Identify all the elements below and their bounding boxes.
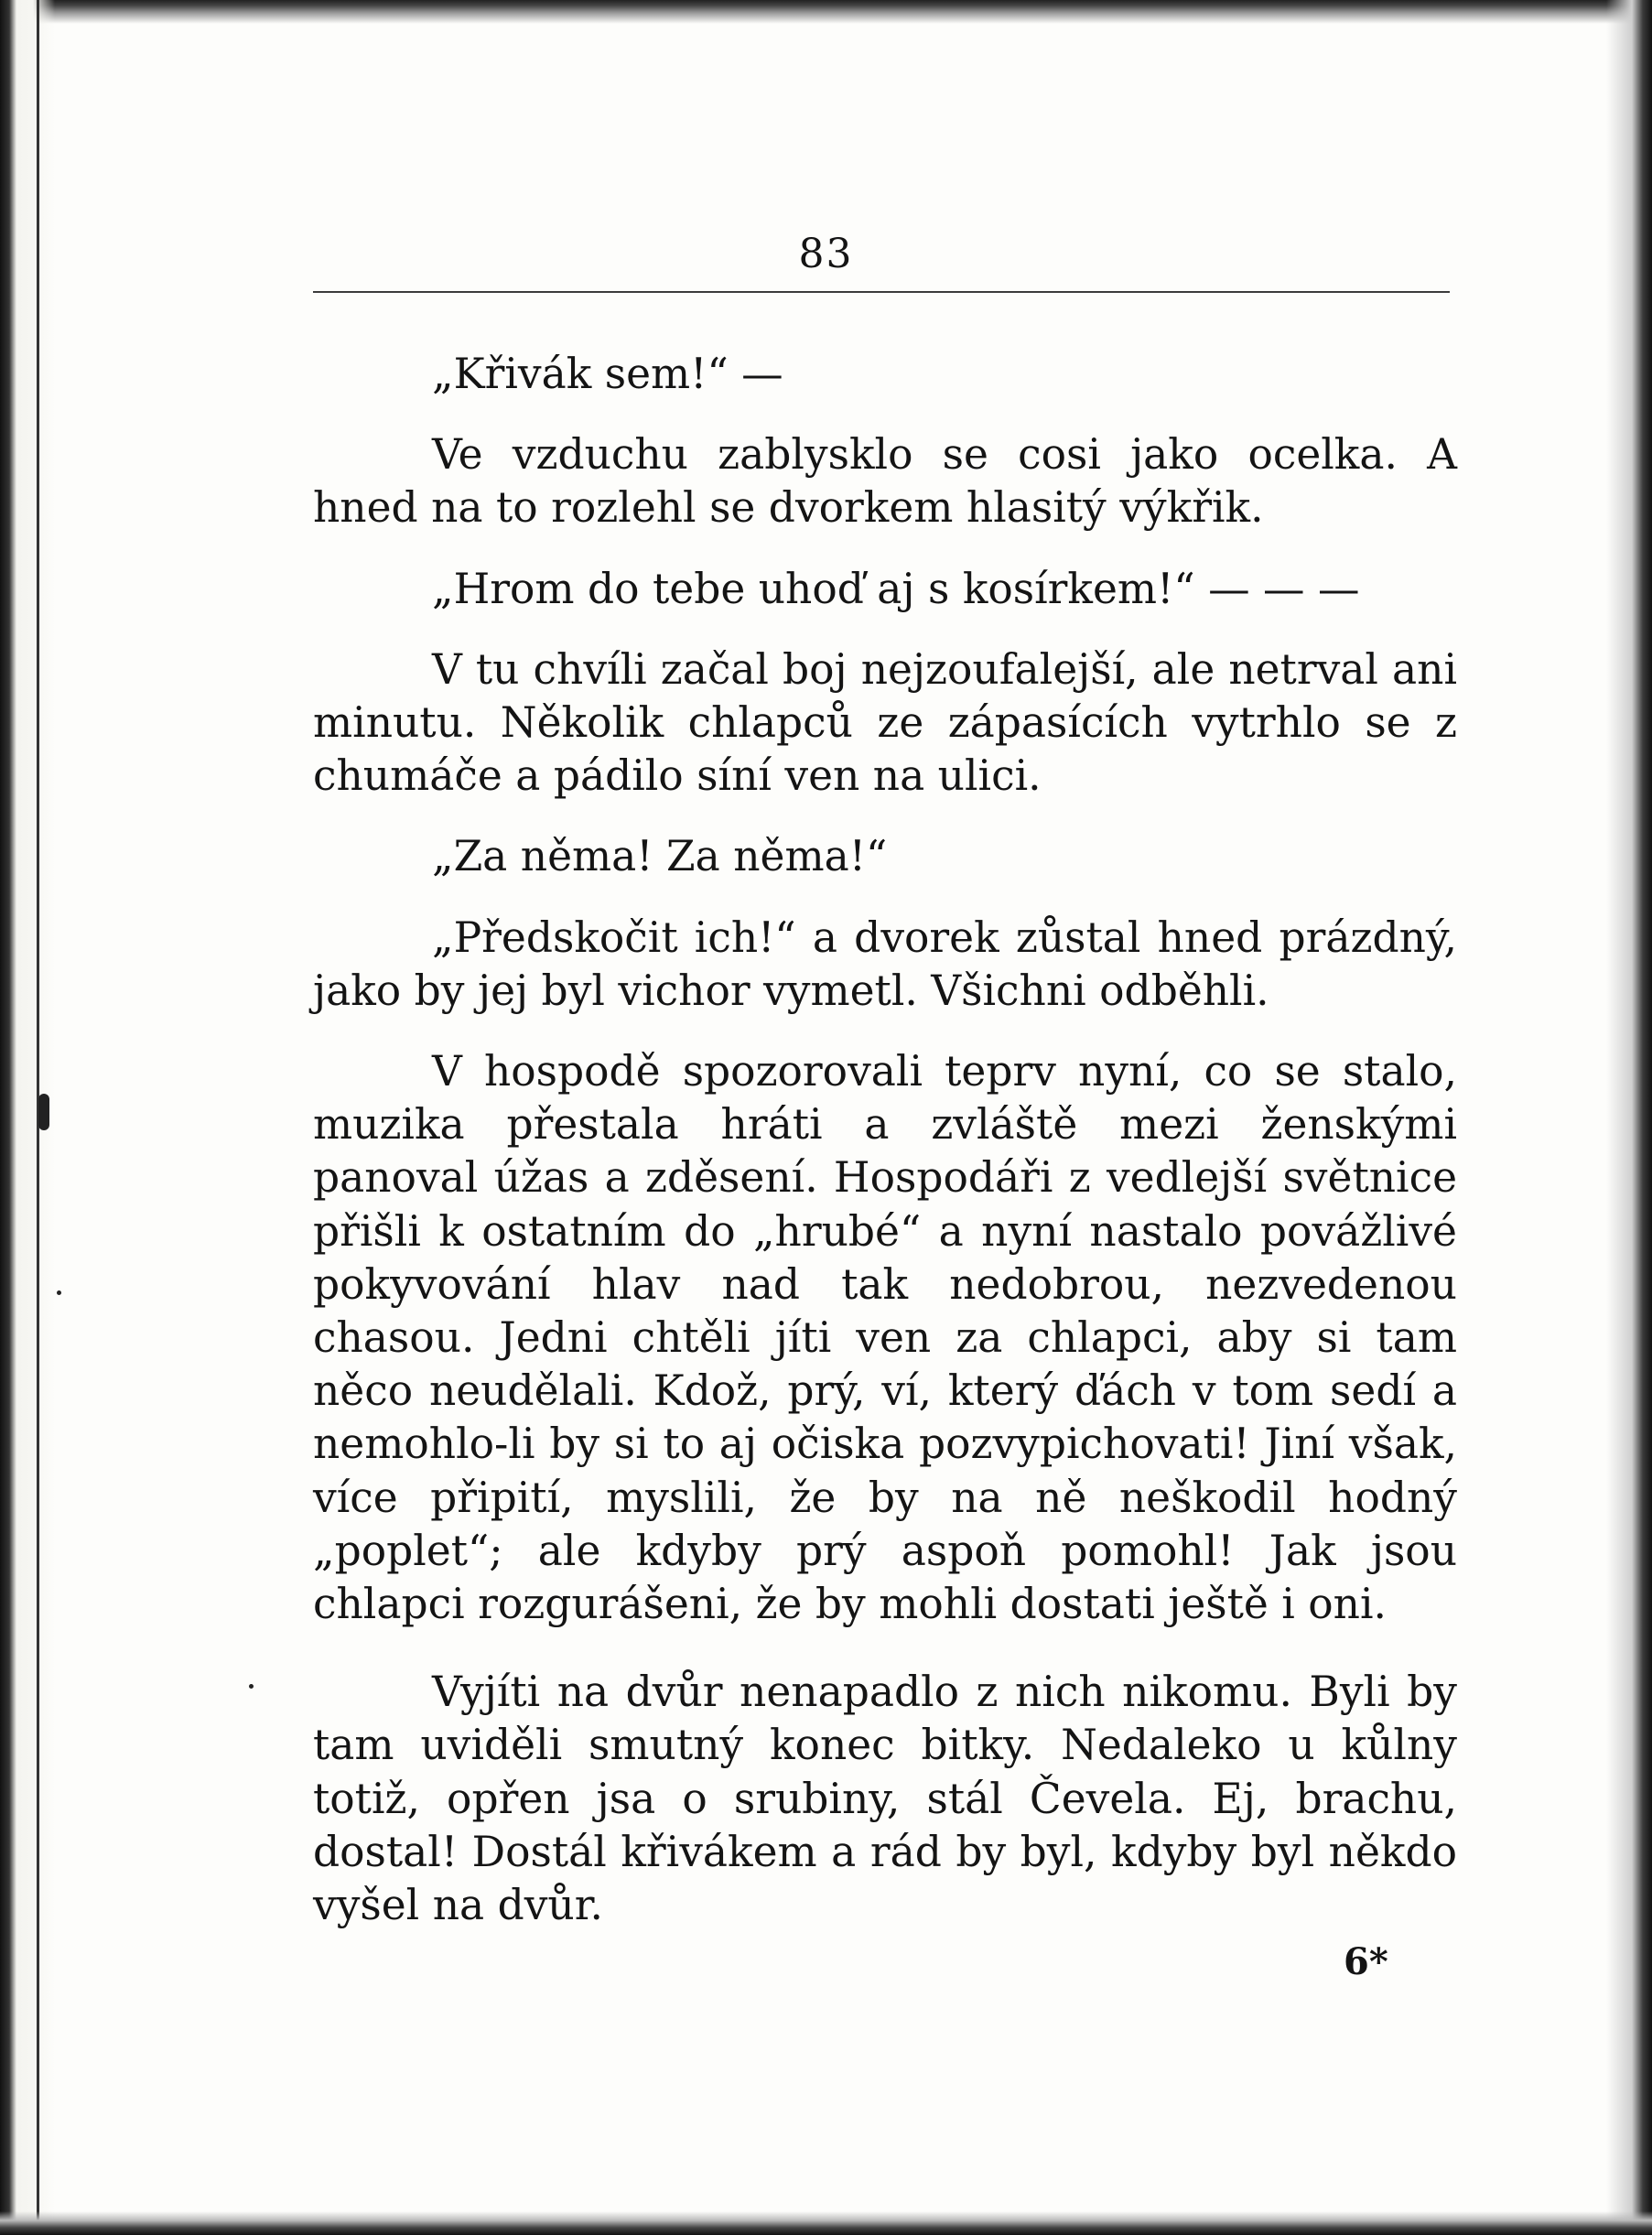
paragraph: Ve vzduchu zablysklo se cosi jako ocelka. A hned na to rozlehl se dvorkem hlasitý výkřik. [313,430,1457,533]
scan-edge-right [1606,0,1652,2235]
paragraph: V tu chvíli začal boj nejzoufalejší, ale netrval ani minutu. Několik chlapců ze zápasících vytrhlo se z chumáče a pádilo síní ven na ulici. [313,644,1457,801]
paragraph: „Za něma! Za něma!“ [432,832,888,881]
scan-speck [38,1094,49,1130]
paragraph: Vyjíti na dvůr nenapadlo z nich nikomu. Byli by tam uviděli smutný konec bitky. Nedaleko u kůlny totiž, opřen jsa o srubiny, stál Čevela. Ej, brachu, dostal! Dostál křivákem a rád by byl, kdyby byl někdo vyšel na dvůr. [313,1668,1457,1930]
paragraph: „Předskočit ich!“ a dvorek zůstal hned prázdný, jako by jej byl vichor vymetl. Všichni odběhli. [313,912,1457,1015]
paragraph: „Křivák sem!“ — [432,350,783,398]
page-number: 83 [798,231,854,277]
scan-speck [249,1684,254,1689]
body-text [313,348,1457,1932]
scan-speck [57,1290,61,1295]
header-rule [313,291,1450,293]
signature-mark: 6* [1344,1940,1388,1983]
scan-edge-bottom [0,2211,1652,2235]
paragraph: „Hrom do tebe uhoď aj s kosírkem!“ — — — [432,564,1360,613]
paragraph: V hospodě spozorovali teprv nyní, co se stalo, muzika přestala hráti a zvláště mezi ženskými panoval úžas a zděsení. Hospodáři z vedlejší světnice přišli k ostatním do „hrubé“ a nyní nastalo povážlivé pokyvování hlav nad tak nedobrou, nezvedenou chasou. Jedni chtěli jíti ven za chlapci, aby si tam něco neudělali. Kdož, prý, ví, který ďách v tom sedí a nemohlo-li by si to aj očiska pozvypichovati! Jiní však, více připití, myslili, že by na ně neškodil hodný „poplet“; ale kdyby prý aspoň pomohl! Jak jsou chlapci rozgurášeni, že by mohli dostati ještě i oni. [313,1047,1457,1629]
scan-edge-top [0,0,1652,24]
